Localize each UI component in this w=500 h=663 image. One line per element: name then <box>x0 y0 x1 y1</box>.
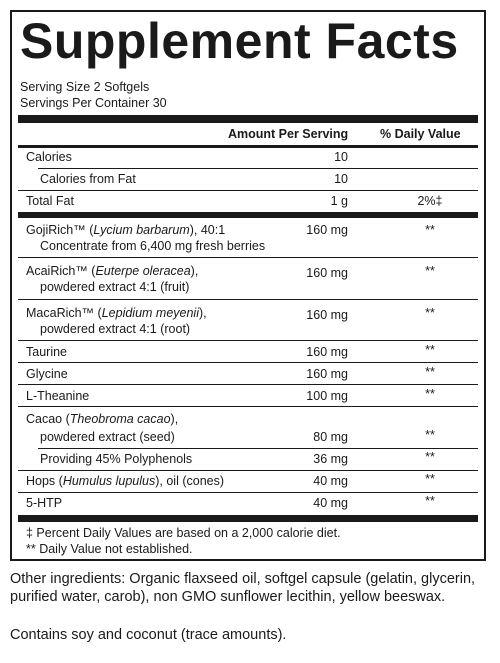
htp-label: 5-HTP <box>26 496 63 510</box>
taurine-amount: 160 mg <box>306 345 348 359</box>
theanine-amount: 100 mg <box>306 389 348 403</box>
cacao-amount: 80 mg <box>313 430 348 444</box>
row-divider <box>18 492 478 493</box>
thick-divider <box>18 515 478 522</box>
row-divider <box>18 406 478 407</box>
thick-divider <box>18 115 478 123</box>
row-divider <box>18 340 478 341</box>
maca-amount: 160 mg <box>306 308 348 322</box>
row-divider <box>18 190 478 191</box>
row-divider <box>18 470 478 471</box>
header-divider <box>18 145 478 148</box>
acai-dv: ** <box>425 264 435 278</box>
calories-amount: 10 <box>334 150 348 164</box>
taurine-label: Taurine <box>26 345 67 359</box>
row-divider <box>18 257 478 258</box>
calories-label: Calories <box>26 150 72 164</box>
row-divider <box>18 299 478 300</box>
cacao-description: powdered extract (seed) <box>40 430 175 444</box>
theanine-dv: ** <box>425 387 435 401</box>
acai-description: powdered extract 4:1 (fruit) <box>40 280 190 294</box>
goji-label: GojiRich™ (Lycium barbarum), 40:1 <box>26 223 226 237</box>
goji-amount: 160 mg <box>306 223 348 237</box>
cacao-dv: ** <box>425 428 435 442</box>
polyphenols-amount: 36 mg <box>313 452 348 466</box>
thick-divider <box>18 212 478 218</box>
cacao-label: Cacao (Theobroma cacao), <box>26 412 179 426</box>
row-divider <box>18 384 478 385</box>
allergen-statement: Contains soy and coconut (trace amounts). <box>10 627 287 643</box>
calories-fat-label: Calories from Fat <box>40 172 136 186</box>
theanine-label: L-Theanine <box>26 389 90 403</box>
calories-fat-amount: 10 <box>334 172 348 186</box>
serving-size: Serving Size 2 Softgels <box>20 80 150 94</box>
servings-per-container: Servings Per Container 30 <box>20 96 167 110</box>
other-ingredients: Other ingredients: Organic flaxseed oil, softgel capsule (gelatin, glycerin, purified water, carob), non GMO sunflower lecithin, yellow beeswax. <box>10 571 476 605</box>
maca-description: powdered extract 4:1 (root) <box>40 322 191 336</box>
row-divider <box>38 168 478 169</box>
maca-label: MacaRich™ (Lepidium meyenii), <box>26 306 207 320</box>
hops-amount: 40 mg <box>313 474 348 488</box>
total-fat-dv: 2%‡ <box>417 194 443 208</box>
row-divider <box>38 448 478 449</box>
total-fat-amount: 1 g <box>330 194 348 208</box>
acai-label: AcaiRich™ (Euterpe oleracea), <box>26 264 199 278</box>
header-daily-value: % Daily Value <box>380 127 461 141</box>
panel-title: Supplement Facts <box>20 13 459 69</box>
goji-dv: ** <box>425 223 435 237</box>
goji-description: Concentrate from 6,400 mg fresh berries <box>40 239 266 253</box>
taurine-dv: ** <box>425 343 435 357</box>
not-established-footnote: ** Daily Value not established. <box>26 542 193 556</box>
daily-value-footnote: ‡ Percent Daily Values are based on a 2,000 calorie diet. <box>26 526 341 540</box>
hops-label: Hops (Humulus lupulus), oil (cones) <box>26 474 225 488</box>
htp-dv: ** <box>425 494 435 508</box>
supplement-facts-panel <box>10 10 486 561</box>
acai-amount: 160 mg <box>306 266 348 280</box>
htp-amount: 40 mg <box>313 496 348 510</box>
row-divider <box>18 362 478 363</box>
maca-dv: ** <box>425 306 435 320</box>
polyphenols-dv: ** <box>425 450 435 464</box>
hops-dv: ** <box>425 472 435 486</box>
glycine-amount: 160 mg <box>306 367 348 381</box>
glycine-label: Glycine <box>26 367 68 381</box>
total-fat-label: Total Fat <box>26 194 74 208</box>
header-amount: Amount Per Serving <box>228 127 349 141</box>
glycine-dv: ** <box>425 365 435 379</box>
polyphenols-label: Providing 45% Polyphenols <box>40 452 193 466</box>
